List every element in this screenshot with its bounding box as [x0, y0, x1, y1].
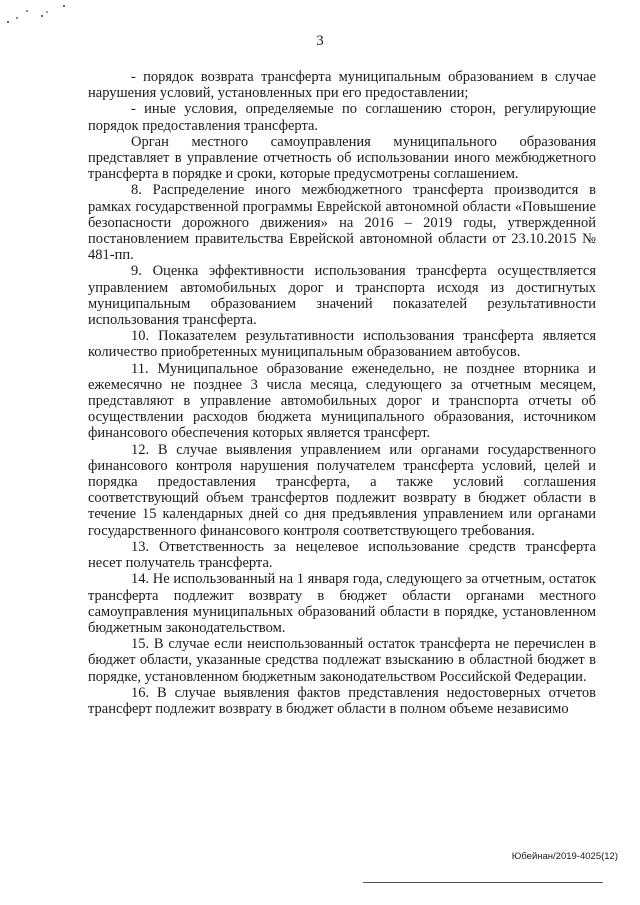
paragraph-13: 13. Ответственность за нецелевое использование средств трансферта несет получатель трансферта. — [88, 538, 596, 572]
paragraph-12: 12. В случае выявления управлением или органами государственного финансового контроля нарушения получателем трансферта условий, целей и порядка предоставления трансферта, а также условий соглашения соответствующий объем трансфертов подлежит возврату в бюджет области в течение 15 календарных дней со дня предъявления управлением или органами государственного финансового контроля соответствующего требования. — [88, 441, 596, 539]
paragraph-other-conditions: - иные условия, определяемые по соглашению сторон, регулирующие порядок предоставления трансферта. — [88, 101, 596, 134]
paragraph-11: 11. Муниципальное образование еженедельно, не позднее вторника и ежемесячно не позднее 3 числа месяца, следующего за отчетным месяцем, представляют в управление автомобильных дорог и транспорта отчеты об осуществлении расходов бюджета муниципального образования, источником финансового обеспечения которых является трансферт. — [88, 360, 596, 442]
document-body — [88, 69, 596, 717]
scan-specks — [0, 0, 80, 30]
document-code: Юбейнан/2019-4025(12) — [511, 851, 618, 862]
paragraph-10: 10. Показателем результативности использования трансферта является количество приобретенных муниципальным образованием автобусов. — [88, 328, 596, 361]
paragraph-15: 15. В случае если неиспользованный остаток трансферта не перечислен в бюджет области, указанные средства подлежат взысканию в областной бюджет в порядке, установленном бюджетным законодательством Российской Федерации. — [88, 636, 596, 685]
page-number: 3 — [316, 33, 324, 49]
paragraph-16: 16. В случае выявления фактов представления недостоверных отчетов трансферт подлежит возврату в бюджет области в полном объеме независимо — [88, 684, 596, 717]
paragraph-return-procedure: - порядок возврата трансферта муниципальным образованием в случае нарушения условий, установленных при его предоставлении; — [88, 69, 596, 102]
paragraph-9: 9. Оценка эффективности использования трансферта осуществляется управлением автомобильных дорог и транспорта исходя из достигнутых муниципальным образованием значений показателей результативности использования трансферта. — [88, 263, 596, 329]
paragraph-8: 8. Распределение иного межбюджетного трансферта производится в рамках государственной программы Еврейской автономной области «Повышение безопасности дорожного движения» на 2016 – 2019 годы, утвержденной постановлением правительства Еврейской автономной области от 23.10.2015 № 481-пп. — [88, 182, 596, 264]
paragraph-14: 14. Не использованный на 1 января года, следующего за отчетным, остаток трансферта подлежит возврату в бюджет области органами местного самоуправления муниципальных образований области в порядке, установленном бюджетным законодательством. — [88, 571, 596, 636]
paragraph-reporting: Орган местного самоуправления муниципального образования представляет в управление отчетность об использовании иного межбюджетного трансферта в порядке и сроки, которые предусмотрены соглашением. — [88, 133, 596, 183]
footer-rule — [363, 882, 603, 883]
